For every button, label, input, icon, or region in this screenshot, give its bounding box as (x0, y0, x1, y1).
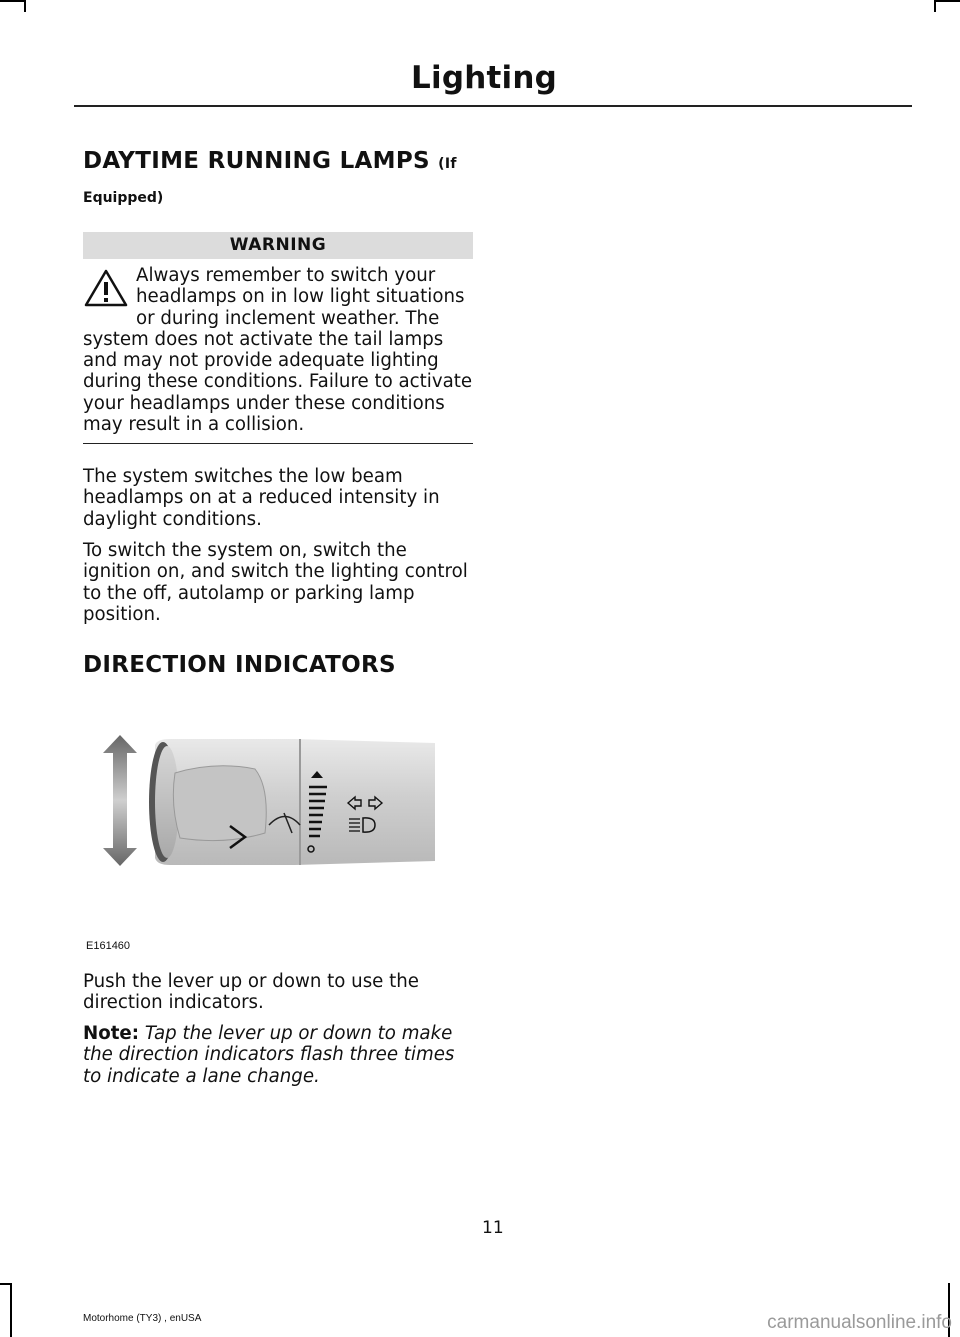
watermark: carmanualsonline.info (767, 1312, 952, 1333)
note-label: Note: (83, 1023, 140, 1044)
section-title-direction-indicators: DIRECTION INDICATORS (83, 652, 396, 678)
paragraph: The system switches the low beam headlamps on at a reduced intensity in daylight conditions. (83, 466, 440, 530)
note-text: Tap the lever up or down to make the direction indicators flash three times to indicate a lane change. (83, 1023, 455, 1087)
figure-code: E161460 (86, 940, 131, 952)
warning-header: WARNING (83, 232, 473, 259)
page-number: 11 (482, 1218, 504, 1238)
crop-mark (24, 0, 26, 12)
crop-mark (934, 0, 960, 2)
publication-info: Motorhome (TY3) , enUSA (83, 1313, 202, 1324)
crop-mark (10, 1283, 12, 1337)
warning-rule (83, 443, 473, 444)
section-title-daytime-running-lamps: DAYTIME RUNNING LAMPS (If (83, 148, 457, 174)
note (83, 1023, 478, 1087)
section-title-suffix: Equipped) (83, 190, 164, 206)
header-rule (74, 105, 912, 107)
turn-signal-lever-icon (95, 733, 435, 878)
paragraph: To switch the system on, switch the ignition on, and switch the lighting control to the off, autolamp or parking lamp position. (83, 540, 468, 625)
crop-mark (0, 0, 26, 2)
chapter-title: Lighting (411, 60, 557, 96)
warning-text: Always remember to switch your headlamps on in low light situations or during inclement weather. The system does not activate the tail lamps and may not provide adequate lighting during these conditions. Failure to activate your headlamps under these conditions may result in a collision. (83, 265, 473, 436)
paragraph: Push the lever up or down to use the direction indicators. (83, 971, 419, 1014)
